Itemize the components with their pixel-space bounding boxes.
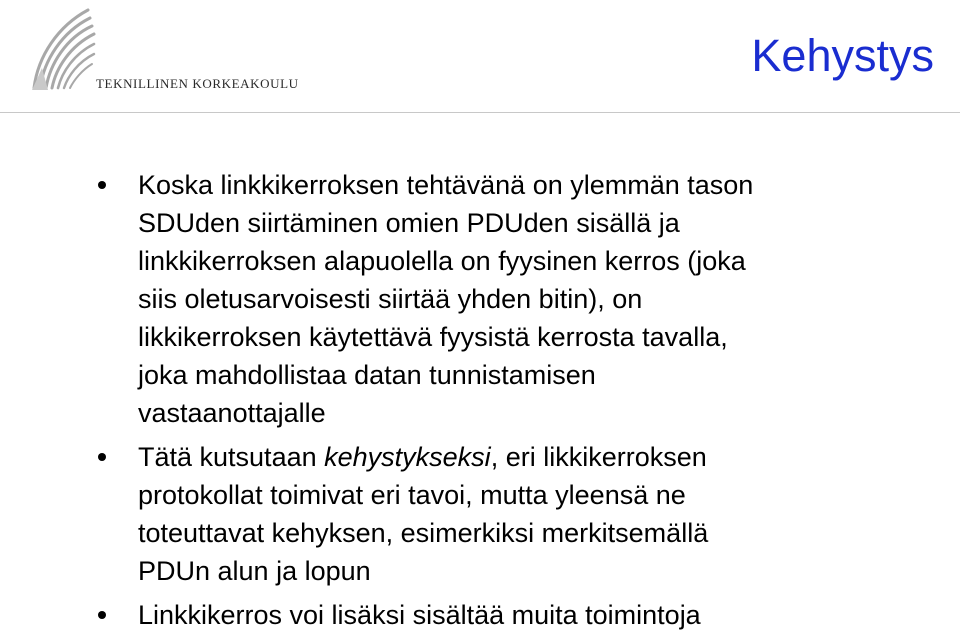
bullet-line: Linkkikerros voi lisäksi sisältää muita toimintoja: [138, 600, 701, 630]
bullet-list: [0, 166, 848, 640]
bullet-line: siis oletusarvoisesti siirtää yhden bitin), on: [138, 284, 643, 314]
bullet-dot-icon: [98, 611, 106, 619]
bullet-line: likkikerroksen käytettävä fyysistä kerrosta tavalla,: [138, 322, 728, 352]
bullet-line: linkkikerroksen alapuolella on fyysinen kerros (joka: [138, 246, 746, 276]
bullet-dot-icon: [98, 453, 106, 461]
bullet-line: vastaanottajalle: [138, 398, 326, 428]
bullet-text: , eri likkikerroksen: [490, 442, 707, 472]
bullet-line: joka mahdollistaa datan tunnistamisen: [138, 360, 596, 390]
bullet-line: PDUn alun ja lopun: [138, 556, 371, 586]
bullet-line: [138, 438, 848, 476]
bullet-line: toteuttavat kehyksen, esimerkiksi merkitsemällä: [138, 518, 709, 548]
bullet-line: Koska linkkikerroksen tehtävänä on ylemmän tason: [138, 170, 754, 200]
slide-title: Kehystys: [751, 30, 934, 81]
emphasized-term: kehystykseksi: [324, 442, 491, 472]
bullet-item: [0, 596, 848, 634]
bullet-item: [0, 166, 848, 432]
institution-name: TEKNILLINEN KORKEAKOULU: [96, 76, 299, 91]
bullet-line: protokollat toimivat eri tavoi, mutta yleensä ne: [138, 480, 686, 510]
bullet-text: Tätä kutsutaan: [138, 442, 325, 472]
header-divider: [0, 112, 960, 113]
bullet-line: SDUden siirtäminen omien PDUden sisällä ja: [138, 208, 680, 238]
bullet-dot-icon: [98, 181, 106, 189]
bullet-item: [0, 438, 848, 590]
